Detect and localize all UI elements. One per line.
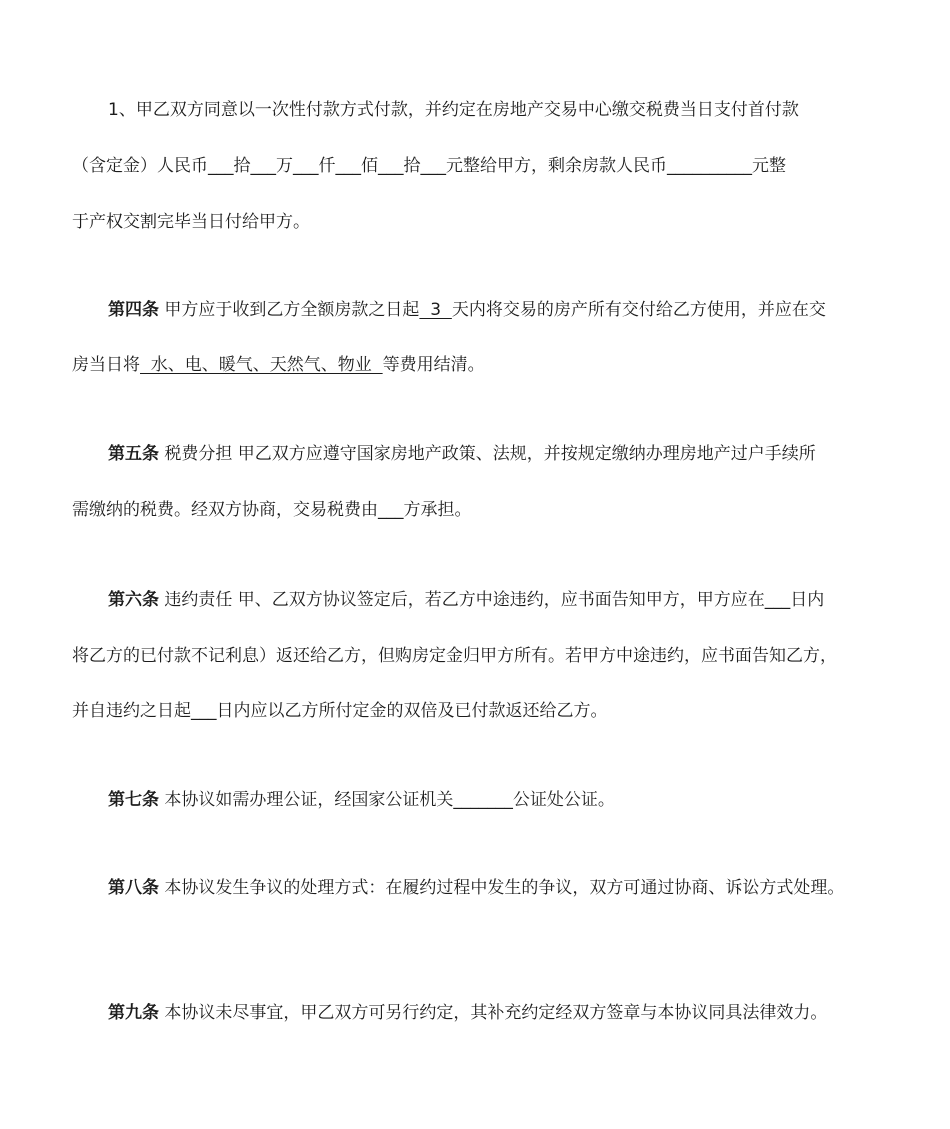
article-heading: 第九条 (108, 1003, 159, 1023)
text-line (72, 355, 950, 375)
article-text: 本协议如需办理公证，经国家公证机关_______公证处公证。 (159, 790, 615, 810)
text-line: （含定金）人民币___拾___万___仟___佰___拾___元整给甲方，剩余房款人民币__________元整 (72, 156, 786, 176)
text-line: 需缴纳的税费。经双方协商，交易税费由___方承担。 (72, 500, 472, 520)
article-heading: 第四条 (108, 300, 159, 320)
text-line (108, 790, 950, 810)
text-line: 并自违约之日起___日内应以乙方所付定金的双倍及已付款返还给乙方。 (72, 701, 608, 721)
article-text: 违约责任 甲、乙双方协议签定后，若乙方中途违约，应书面告知甲方，甲方应在___日内 (159, 590, 825, 610)
text-line: 于产权交割完毕当日付给甲方。 (72, 212, 310, 232)
article-text: 税费分担 甲乙双方应遵守国家房地产政策、法规，并按规定缴纳办理房地产过户手续所 (159, 444, 816, 464)
article-heading: 第七条 (108, 790, 159, 810)
article-heading: 第八条 (108, 878, 159, 898)
article-text: 甲方应于收到乙方全额房款之日起 (159, 300, 420, 320)
article-heading: 第六条 (108, 590, 159, 610)
article-text: 本协议发生争议的处理方式：在履约过程中发生的争议，双方可通过协商、诉讼方式处理。 (159, 878, 845, 898)
article-text: 本协议未尽事宜，甲乙双方可另行约定，其补充约定经双方签章与本协议同具法律效力。 (159, 1003, 828, 1023)
text-line (108, 878, 950, 898)
article-text: 房当日将 (72, 355, 140, 375)
text-line (108, 1003, 950, 1023)
text-line: 1、甲乙双方同意以一次性付款方式付款，并约定在房地产交易中心缴交税费当日支付首付款 (108, 100, 799, 120)
text-line (108, 590, 950, 610)
text-line: 将乙方的已付款不记利息）返还给乙方，但购房定金归甲方所有。若甲方中途违约，应书面告知乙方， (72, 646, 837, 666)
text-line (108, 300, 950, 320)
fees-value: 水、电、暖气、天然气、物业 (140, 355, 383, 375)
article-heading: 第五条 (108, 444, 159, 464)
days-value: 3 (419, 300, 452, 320)
article-text: 等费用结清。 (382, 355, 485, 375)
article-text: 天内将交易的房产所有交付给乙方使用，并应在交 (451, 300, 826, 320)
text-line (108, 444, 950, 464)
